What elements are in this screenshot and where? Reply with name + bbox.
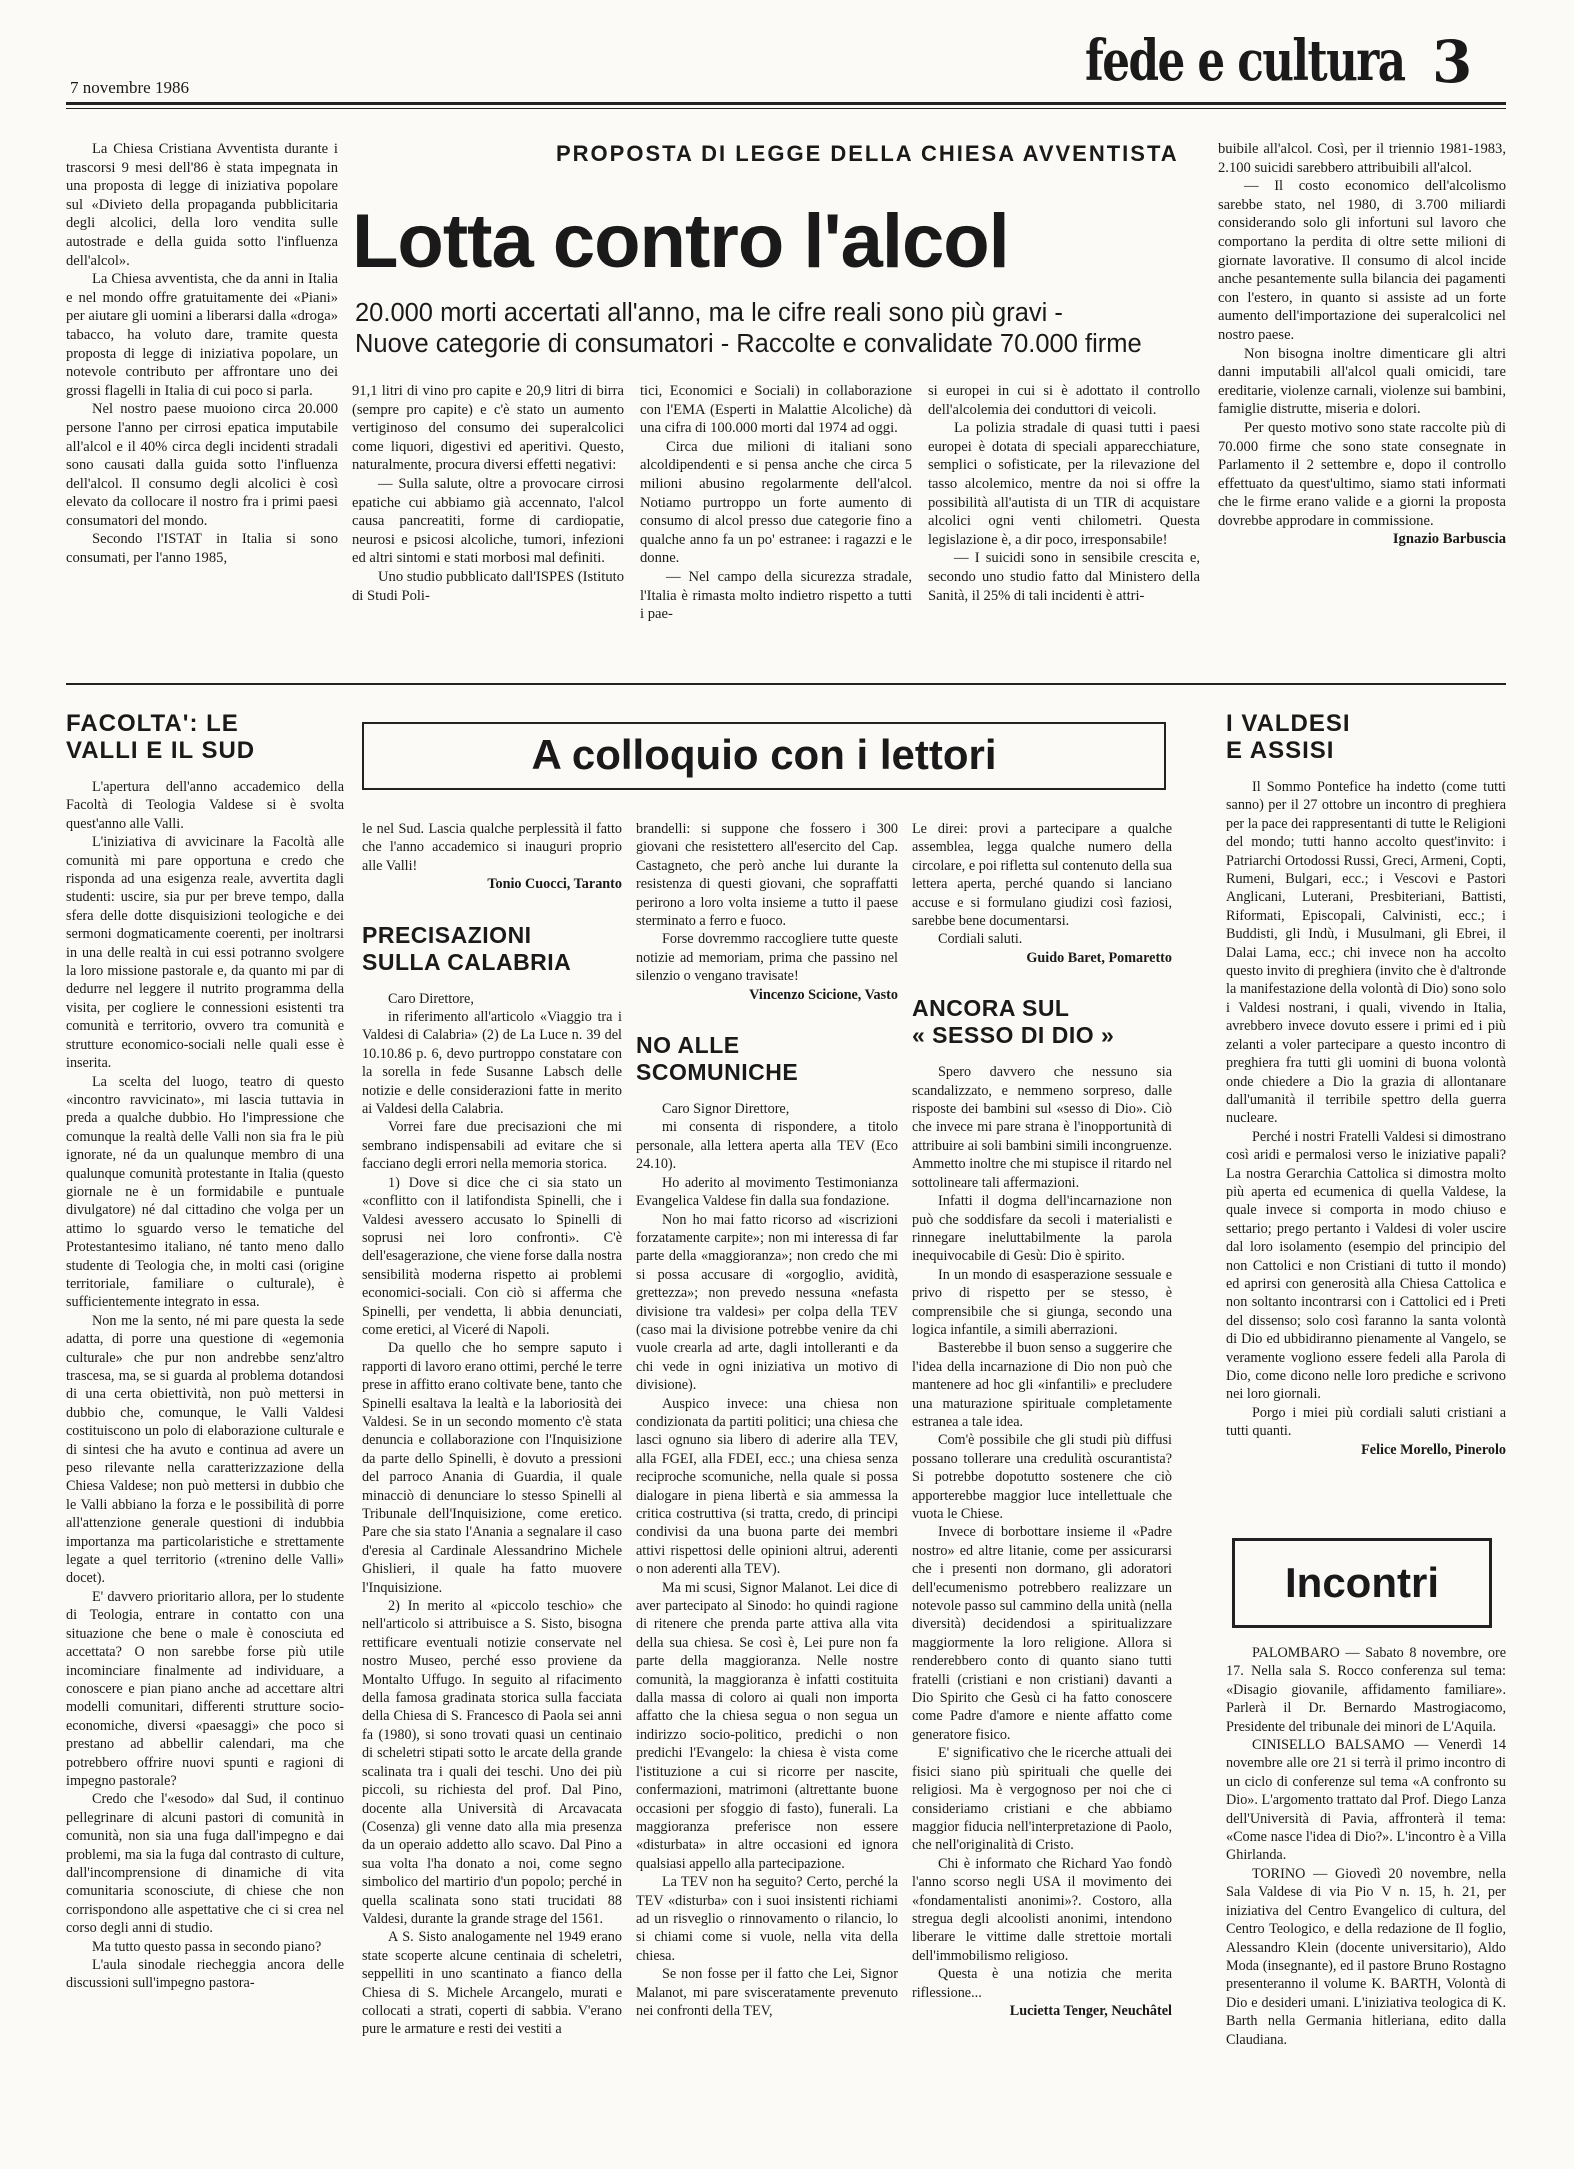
- valdesi-title: [1226, 710, 1496, 764]
- colloquio-col-c: [912, 820, 1172, 2150]
- letter-paragraph: le nel Sud. Lascia qualche perplessità il fatto che l'anno accademico si inauguri proprio alle Valli!: [362, 821, 622, 874]
- section-title: fede e cultura: [1085, 28, 1405, 94]
- letter-paragraph: E' significativo che le ricerche attuali dei fisici siano più spirituali che quelle dei religiosi. Ma è vergognoso per noi che ci consideriamo cristiani e che abbiamo maggior fiducia nell'interpretazione di Paolo, che nell'originalità di Cristo.: [912, 1745, 1172, 1854]
- lead-col-4: [928, 382, 1200, 672]
- letter-paragraph: Non me la sento, né mi pare questa la sede adatta, di porre una questione di «egemonia culturale» che pur non andrebbe senz'altro trascesa, ma, se si guarda al problema dotandosi di una certa obiettività, non può mettersi in dubbio che, comunque, le Valli Valdesi costituiscono un polo di elaborazione culturale e di sintesi che ha avuto e continua ad avere un peso rilevante nella caratterizzazione della Chiesa Valdese; non può mettersi in dubbio che le Valli abbiano la forza e le possibilità di porre all'attenzione generale questioni di indubbia importanza ma particolaristiche e strettamente legate a quel territorio («trenino delle Valli» docet).: [66, 1312, 344, 1587]
- letter-paragraph: In un mondo di esasperazione sessuale e privo di rispetto per se stesso, è comprensibile che si giunga, secondo una logica infantile, a simili aberrazioni.: [912, 1266, 1172, 1338]
- lead-paragraph: Nel nostro paese muoiono circa 20.000 persone l'anno per cirrosi epatica imputabile all'alcol e il 40% circa degli incidenti stradali sono causati dalla guida sotto l'influenza dell'alcol. Il consumo degli alcolici è così elevato da collocare il nostro fra i primi paesi consumatori del mondo.: [66, 401, 338, 529]
- letter-signature: Tonio Cuocci, Taranto: [487, 876, 622, 893]
- article-subtitle: [355, 298, 1142, 360]
- letter-paragraph: Chi è informato che Richard Yao fondò l'anno scorso negli USA il movimento dei «fondamentalisti anonimi»?. Costoro, alla stregua degli alcoolisti anonimi, intendono liberare le vittime dalle strettoie mortali dell'immobilismo religioso.: [912, 1855, 1172, 1964]
- letter-paragraph: Infatti il dogma dell'incarnazione non può che soddisfare da secoli i materialisti e rinnegare ineluttabilmente la parola inequivocabile di Gesù: Dio è spirito.: [912, 1193, 1172, 1265]
- letter-paragraph: brandelli: si suppone che fossero i 300 giovani che resistettero all'esercito del Cap. Castagneto, che però anche lui durante la resistenza di questi giovani, che sopraffatti perirono a loro volta insieme a tutto il paese sterminato a ferro e fuoco.: [636, 821, 898, 930]
- letter-paragraph: Spero davvero che nessuno sia scandalizzato, e nemmeno sorpreso, dalle risposte dei bambini sul «sesso di Dio». Ciò che invece mi pare strana è l'inopportunità di attribuire ai soli bambini simili incongruenze. Ammetto inoltre che mi stupisce il ritardo nel sottolineare tali affermazioni.: [912, 1064, 1172, 1191]
- lead-paragraph: — Il costo economico dell'alcolismo sarebbe stato, nel 1980, di 3.700 miliardi considerando solo gli infortuni sul lavoro che comportano la perdita di oltre sette milioni di giornate lavorative. Il consumo di alcol incide anche pesantemente sulla bilancia dei pagamenti con l'estero, in quanto si assiste ad un forte aumento dell'importazione dei superalcolici nel nostro paese.: [1218, 178, 1506, 343]
- issue-date: 7 novembre 1986: [70, 78, 189, 97]
- letter-signature: Vincenzo Scicione, Vasto: [749, 986, 898, 1003]
- subtitle-line: Nuove categorie di consumatori - Raccolte e convalidate 70.000 firme: [355, 330, 1142, 358]
- letter-signature: Guido Baret, Pomaretto: [1026, 949, 1172, 966]
- letter-paragraph: Ho aderito al movimento Testimonianza Evangelica Valdese fin dalla sua fondazione.: [636, 1174, 898, 1210]
- lead-paragraph: Secondo l'ISTAT in Italia si sono consumati, per l'anno 1985,: [66, 531, 338, 567]
- letter-paragraph: L'aula sinodale riecheggia ancora delle discussioni sull'impegno pastora-: [66, 1957, 344, 1992]
- letter-paragraph: mi consenta di rispondere, a titolo personale, alla lettera aperta alla TEV (Eco 24.10).: [636, 1119, 898, 1173]
- letter-paragraph: Caro Signor Direttore,: [662, 1101, 790, 1118]
- lead-paragraph: — Sulla salute, oltre a provocare cirrosi epatiche cui abbiamo già accennato, l'alcol causa pancreatiti, forme di cardiopatie, neurosi e psicosi alcoliche, tumori, infezioni ed altri sintomi e stati morbosi mal definiti.: [352, 475, 624, 567]
- valdesi-body: [1226, 778, 1506, 1518]
- letter-paragraph: E' davvero prioritario allora, per lo studente di Teologia, entrare in contatto con una situazione che bene o male è conosciuta ed accettata? O non sarebbe forse più utile incominciare finalmente ad individuare, a conoscere e pian piano anche ad accettare altri modelli comunitari, differenti strutture socio-economiche, diversi «paesaggi» che poco si prestano ad abbellir calendari, ma che potrebbero offrire nuovi spunti e ragioni di impegno pastorale?: [66, 1588, 344, 1789]
- title-line: I VALDESI: [1226, 710, 1351, 737]
- lead-paragraph: Per questo motivo sono state raccolte più di 70.000 firme che sono state consegnate in Parlamento il 2 settembre e, dopo il controllo effettuato da quest'ultimo, siamo stati informati che le firme erano valide e a giorni la proposta dovrebbe approdare in commissione.: [1218, 419, 1506, 529]
- letter-signature: Felice Morello, Pinerolo: [1361, 1441, 1506, 1458]
- precisazioni-title: [362, 922, 622, 976]
- colloquio-banner: A colloquio con i lettori: [362, 722, 1166, 790]
- article-title: Lotta contro l'alcol: [352, 199, 1009, 284]
- lead-paragraph: — I suicidi sono in sensibile crescita e, secondo uno studio fatto dal Ministero della Sanità, il 25% di tali incidenti è attri-: [928, 550, 1200, 604]
- letter-paragraph: L'apertura dell'anno accademico della Facoltà di Teologia Valdese si è svolta quest'anno alle Valli.: [66, 779, 344, 832]
- header-rule: [66, 102, 1506, 105]
- letter-paragraph: Auspico invece: una chiesa non condizionata da partiti politici; una chiesa che lasci ognuno sia libero di aderire alla TEV, alla FGEI, alla FDEI, ecc.; una chiesa senza reciproche scomuniche, nella quale si possa dialogare in piena libertà e sia ammessa la critica costruttiva (si tratta, credo, di principi condivisi da una buona parte dei membri attivi rispettosi delle opinioni altrui, aderenti o non aderenti alla TEV).: [636, 1395, 898, 1578]
- lead-paragraph: Uno studio pubblicato dall'ISPES (Istituto di Studi Poli-: [352, 568, 624, 604]
- letter-paragraph: Invece di borbottare insieme il «Padre nostro» ed altre litanie, come per assicurarsi che i presenti non dormano, gli adoratori dell'ecumenismo potrebbero realizzare un notevole passo sul cammino della unità (nella diversità) decidendosi a spiritualizzare maggiormente la loro religione. Allora si renderebbero conto di quanto siano tutti fratelli (cristiani e non cristiani) davanti a Dio Spirito che Gesù ci ha fatto conoscere come Padre d'amore e niente affatto come generatore fisico.: [912, 1524, 1172, 1743]
- letter-paragraph: Ma mi scusi, Signor Malanot. Lei dice di aver partecipato al Sinodo: ho quindi ragione di ritenere che prenda parte attiva alla vita della sua chiesa. Se così è, Lei pure non fa parte della maggioranza. Nelle nostre comunità, la maggioranza è infatti costituita dalla massa di coloro ai quali non importa affatto che la chiesa segua o non segua un indirizzo socio-politico, predichi o non predichi l'Evangelo: la chiesa è vista come l'istituzione a cui si ricorre per nascite, confermazioni, matrimoni (altrettante buone occasioni per sfoggio di fasto), funerali. La maggioranza preferisce non essere «disturbata» in altre occasioni ed ignora qualsiasi appello alla partecipazione.: [636, 1579, 898, 1872]
- lead-col-5: [1218, 140, 1506, 670]
- title-line: SULLA CALABRIA: [362, 948, 572, 975]
- letter-paragraph: La scelta del luogo, teatro di questo «incontro ravvicinato», mi lascia tuttavia in preda a qualche dubbio. Ho l'impressione che comunque la realtà delle Valli non sia fra le più ignorate, né da un qualunque membro di una qualunque comunità protestante in Italia (questo giornale ne è un formidabile e puntuale divulgatore) né dal cittadino che volga per un attimo lo sguardo verso le tematiche del Protestantesimo italiano, né tanto meno dallo studente di Teologia che, in molti casi (origine territoriale, familiare o culturale), è sufficientemente integrato in essa.: [66, 1073, 344, 1311]
- event-paragraph: TORINO — Giovedì 20 novembre, nella Sala Valdese di via Pio V n. 15, h. 21, per iniziativa del Centro Evangelico di cultura, del Centro Teologico, e della redazione de Il foglio, Alessandro Klein (docente universitario), Aldo Moda (insegnante), ed il pastore Bruno Rostagno presenteranno il volume K. BARTH, Volontà di Dio e desideri umani. L'iniziativa teologica di K. Barth nella Germania hitleriana, edito dalla Claudiana.: [1226, 1865, 1506, 2048]
- letter-paragraph: Da quello che ho sempre saputo i rapporti di lavoro erano ottimi, perché le terre prese in affitto erano coltivate bene, tanto che Spinelli esaltava la lealtà e la laboriosità dei Valdesi. Se in un secondo momento c'è stata denuncia e collaborazione con l'Inquisizione da parte dello Spinelli, è dovuto a pressioni del parroco Anania di Guardia, il quale minacciò di denunciare lo stesso Spinelli al Tribunale dell'Inquisizione, come eretico. Pare che sia stato l'Anania a segnalare il caso d'eresia al Cardinale Alessandrino Michele Ghislieri, il quale ha fatto muovere l'Inquisizione.: [362, 1340, 622, 1596]
- facolta-body: [66, 778, 344, 2148]
- article-kicker: PROPOSTA DI LEGGE DELLA CHIESA AVVENTISTA: [556, 141, 1179, 166]
- colloquio-col-a: [362, 820, 622, 2150]
- lead-paragraph: Non bisogna inoltre dimenticare gli altri danni imputabili all'alcol quali omicidi, tare ereditarie, violenze carnali, violenze sui bambini, famiglie distrutte, miseria e dolori.: [1218, 345, 1506, 418]
- letter-paragraph: La TEV non ha seguito? Certo, perché la TEV «disturba» con i suoi insistenti richiami ad un risveglio o rinnovamento o rilancio, lo si chiami come si vuole, nella vita della chiesa.: [636, 1874, 898, 1964]
- letter-signature: Lucietta Tenger, Neuchâtel: [1009, 2002, 1172, 2019]
- title-line: FACOLTA': LE: [66, 710, 239, 737]
- letter-paragraph: Il Sommo Pontefice ha indetto (come tutti sanno) per il 27 ottobre un incontro di preghiera per la pace dei rappresentanti di tutte le Religioni del mondo; tutti hanno accolto quest'invito: i Patriarchi Ortodossi Russi, Greci, Armeni, Copti, Rumeni, Bulgari, ecc.; i Vescovi e Pastori Anglicani, Luterani, Presbiteriani, Battisti, Riformati, Episcopali, Calvinisti, ecc.; i Buddisti, gli Indù, i Musulmani, gli Ebrei, il Dalai Lama, ecc.; chi invece non ha accolto questo invito di preghiera (invito che è d'altronde la manifestazione della volontà di Dio) sono solo i Valdesi nostrani, i quali, vivendo in Italia, avrebbero invece dovuto essere i primi ed i più zelanti a voler partecipare a questo incontro di preghiera fra tutti gli uomini di buona volontà onde chiedere a Dio la grazia di allontanare dall'umanità il terribile spettro della guerra nucleare.: [1226, 779, 1506, 1127]
- letter-paragraph: 1) Dove si dice che ci sia stato un «conflitto con il latifondista Spinelli, che i Valdesi avessero accusato lo Spinelli di soprusi nei loro confronti». C'è dell'esagerazione, che viene forse dalla nostra sensibilità moderna rispetto ai problemi economici-sociali. Con ciò si afferma che Spinelli, per vendetta, li abbia denunciati, come eretici, al Viceré di Napoli.: [362, 1174, 622, 1338]
- letter-paragraph: Vorrei fare due precisazioni che mi sembrano indispensabili ad evitare che si facciano degli errori nella memoria storica.: [362, 1119, 622, 1173]
- lead-paragraph: — Nel campo della sicurezza stradale, l'Italia è rimasta molto indietro rispetto a tutti i pae-: [640, 568, 912, 623]
- lead-paragraph: La Chiesa avventista, che da anni in Italia e nel mondo offre gratuitamente dei «Piani» per aiutare gli uomini a liberarsi dalla «droga» tabacco, ha voluto dare, tramite questa proposta di legge di iniziativa popolare, un notevole contributo per affrontare uno dei grossi flagelli in Italia di cui poco si parla.: [66, 271, 338, 399]
- event-paragraph: PALOMBARO — Sabato 8 novembre, ore 17. Nella sala S. Rocco conferenza sul tema: «Disagio giovanile, affidamento familiare». Parlerà il Dr. Bernardo Mastrogiacomo, Presidente del tribunale dei minori de L'Aquila.: [1226, 1645, 1506, 1735]
- lead-paragraph: La polizia stradale di quasi tutti i paesi europei è dotata di speciali apparecchiature, semplici o sofisticate, per la rilevazione del tasso alcolemico, mentre da noi si offre la possibilità all'autista di un TIR di acquistare alcolici ogni venti chilometri. Questa legislazione è, a dir poco, irresponsabile!: [928, 420, 1200, 548]
- title-line: E ASSISI: [1226, 737, 1335, 764]
- lead-paragraph: tici, Economici e Sociali) in collaborazione con l'EMA (Esperti in Malattie Alcoliche) dà una cifra di 100.000 morti dal 1974 ad oggi.: [640, 383, 912, 437]
- title-line: PRECISAZIONI: [362, 921, 532, 948]
- sesso-title: [912, 995, 1172, 1049]
- letter-paragraph: A S. Sisto analogamente nel 1949 erano state scoperte alcune centinaia di scheletri, seppelliti in uno scantinato a fianco della Chiesa di S. Michele Arcangelo, murati e collocati a strati, coperti di sabbia. V'erano pure le armature e resti dei vestiti a: [362, 1929, 622, 2038]
- lead-paragraph: si europei in cui si è adottato il controllo dell'alcolemia dei conduttori di veicoli.: [928, 383, 1200, 418]
- letter-paragraph: Ma tutto questo passa in secondo piano?: [92, 1938, 322, 1955]
- letter-paragraph: Cordiali saluti.: [938, 931, 1023, 948]
- title-line: ANCORA SUL: [912, 995, 1070, 1022]
- lead-col-1: [66, 140, 338, 670]
- section-rule: [66, 683, 1506, 685]
- lead-col-3: [640, 382, 912, 672]
- letter-paragraph: 2) In merito al «piccolo teschio» che nell'articolo si attribuisce a S. Sisto, bisogna rettificare eventuali notizie conservate nel nostro Museo, perché esso proviene da Montalto Uffugo. In seguito al rifacimento della famosa gradinata storica sulla facciata della Chiesa di S. Francesco di Paola sei anni fa (1980), si sono trovati quasi un centinaio di scheletri stipati sotto le arcate della grande scalinata tra i quali dei teschi. Uno dei più piccoli, su richiesta del prof. Dal Pino, docente alla Università di Arcavacata (Cosenza) gli venne dato alla mia presenza da un operaio addetto allo scavo. Dal Pino a sua volta l'ha donato a noi, come segno simbolico del martirio d'un popolo; perché in quella scalinata sono stati trucidati 88 Valdesi, durante la grande strage del 1561.: [362, 1598, 622, 1927]
- lead-paragraph: 91,1 litri di vino pro capite e 20,9 litri di birra (sempre pro capite) e c'è stato un aumento vertiginoso del consumo dei superalcolici come liquori, digestivi ed aperitivi. Questo, naturalmente, procura diversi effetti negativi:: [352, 383, 624, 474]
- title-line: « SESSO DI DIO »: [912, 1022, 1115, 1049]
- letter-paragraph: Porgo i miei più cordiali saluti cristiani a tutti quanti.: [1226, 1404, 1506, 1440]
- event-paragraph: CINISELLO BALSAMO — Venerdì 14 novembre alle ore 21 si terrà il primo incontro di un ciclo di conferenze sul tema «A confronto su Dio». L'argomento trattato dal Prof. Diego Lanza dell'Università di Pavia, affronterà il tema: «Come nasce l'idea di Dio?». L'incontro è a Villa Ghirlanda.: [1226, 1737, 1506, 1864]
- lead-paragraph: La Chiesa Cristiana Avventista durante i trascorsi 9 mesi dell'86 è stata impegnata in una proposta di legge di iniziativa popolare sul «Divieto della propaganda pubblicitaria degli alcolici, della loro vendita sulle autostrade e della guida sotto l'influenza dell'alcol».: [66, 141, 338, 269]
- lead-paragraph: Circa due milioni di italiani sono alcoldipendenti e si pensa anche che circa 5 milioni abusino regolarmente dell'alcol. Notiamo purtroppo un forte aumento di consumo di alcol presso due categorie fino a qualche anno fa un po' estranee: i ragazzi e le donne.: [640, 438, 912, 567]
- scomuniche-title: [636, 1032, 898, 1086]
- title-line: SCOMUNICHE: [636, 1059, 799, 1086]
- letter-paragraph: Credo che l'«esodo» dal Sud, il continuo pellegrinare di alcuni pastori di comunità in comunità, non sia una fuga dall'impegno e dai problemi, ma sia la fuga dal contrasto di culture, dall'incomprensione di dinamiche di vita comunitaria sconosciute, di chiese che non corrispondono alle aspettative che ci si crea nel corso degli anni di studio.: [66, 1791, 344, 1937]
- incontri-body: [1226, 1644, 1506, 2149]
- letter-paragraph: Caro Direttore,: [388, 990, 474, 1007]
- letter-paragraph: Se non fosse per il fatto che Lei, Signor Malanot, mi pare svisceratamente prevenuto nei confronti della TEV,: [636, 1966, 898, 2019]
- letter-paragraph: Basterebbe il buon senso a suggerire che l'idea della incarnazione di Dio non può che mantenere ad hoc gli «infantili» e precludere una maturazione spirituale completamente estranea a tale idea.: [912, 1340, 1172, 1430]
- subtitle-line: 20.000 morti accertati all'anno, ma le cifre reali sono più gravi -: [355, 299, 1063, 327]
- title-line: VALLI E IL SUD: [66, 737, 256, 764]
- incontri-banner: Incontri: [1232, 1538, 1492, 1628]
- letter-paragraph: Le direi: provi a partecipare a qualche assemblea, legga qualche numero della circolare, e poi rifletta sul contenuto della sua lettera aperta, perché quando si lanciano accuse e si formulano giudizi così faziosi, sarebbe bene documentarsi.: [912, 821, 1172, 930]
- letter-paragraph: Forse dovremmo raccogliere tutte queste notizie ad memoriam, prima che passino nel silenzio o vengano travisate!: [636, 931, 898, 985]
- facolta-title: [66, 710, 346, 764]
- letter-paragraph: Perché i nostri Fratelli Valdesi si dimostrano così aridi e permalosi verso le iniziative papali? La nostra Gerarchia Cattolica si dimostra molto più aperta ed ecumenica di quella Valdese, la quale invece si comporta in modo chiuso e settario; prego pertanto i Valdesi di voler uscire dal loro isolamento (esempio del principio del non Cattolici e non Cristiani di tutto il mondo) ed aprirsi con generosità alla Chiesa Cattolica e non soltanto incontrarsi con i Cattolici ed i Preti del dissenso; solo così faranno la santa volontà di Dio ed ubbidiranno pienamente al Vangelo, se veramente vogliono essere fedeli alla Parola di Dio, come dicono nelle loro prediche e scrivono nei loro giornali.: [1226, 1128, 1506, 1403]
- letter-paragraph: in riferimento all'articolo «Viaggio tra i Valdesi di Calabria» (2) de La Luce n. 39 del 10.10.86 p. 6, devo purtroppo constatare con la sorella in fede Susanne Labsch delle notizie e delle considerazioni fatte in merito ai Valdesi della Calabria.: [362, 1009, 622, 1118]
- letter-paragraph: Questa è una notizia che merita riflessione...: [912, 1966, 1172, 2001]
- letter-paragraph: Com'è possibile che gli studi più diffusi possano tollerare una credulità oscurantista? Si potrebbe dopotutto sostenere che ciò apporterebbe maggior luce intellettuale che vuota le Chiese.: [912, 1432, 1172, 1522]
- article-signature: Ignazio Barbuscia: [1392, 531, 1506, 548]
- colloquio-col-b: [636, 820, 898, 2150]
- lead-col-2: [352, 382, 624, 672]
- letter-paragraph: Non ho mai fatto ricorso ad «iscrizioni forzatamente carpite»; non mi interessa di far parte della «maggioranza»; non credo che mi si possa accusare di «orgoglio, avidità, grettezza»; non prevedo nessuna «nefasta divisione tra valdesi» per colpa della TEV (caso mai la divisione potrebbe venire da chi vuole crearla ad arte, dagli intolleranti e da chi vede in ogni iniziativa un motivo di divisione).: [636, 1211, 898, 1394]
- lead-paragraph: buibile all'alcol. Così, per il triennio 1981-1983, 2.100 suicidi sarebbero attribuibili all'alcol.: [1218, 141, 1506, 176]
- page-number: 3: [1432, 28, 1473, 96]
- title-line: NO ALLE: [636, 1032, 740, 1059]
- header-rule-thin: [66, 108, 1506, 109]
- letter-paragraph: L'iniziativa di avvicinare la Facoltà alle comunità mi pare opportuna e credo che risponda ad una esigenza reale, avvertita dagli studenti: uscire, sia pur per breve tempo, dalla sfera delle dotte disquisizioni teologiche e dei sermoni dogmaticamente coerenti, per inoltrarsi in una delle realtà in cui essi potranno svolgere la loro missione pastorale e, da quanto mi par di dedurre nel leggere il nutrito programma della visita, per cogliere le connessioni esistenti tra comunità e territorio, ovvero tra comunità e strutture economico-sociali nelle quali esse è inserita.: [66, 834, 344, 1072]
